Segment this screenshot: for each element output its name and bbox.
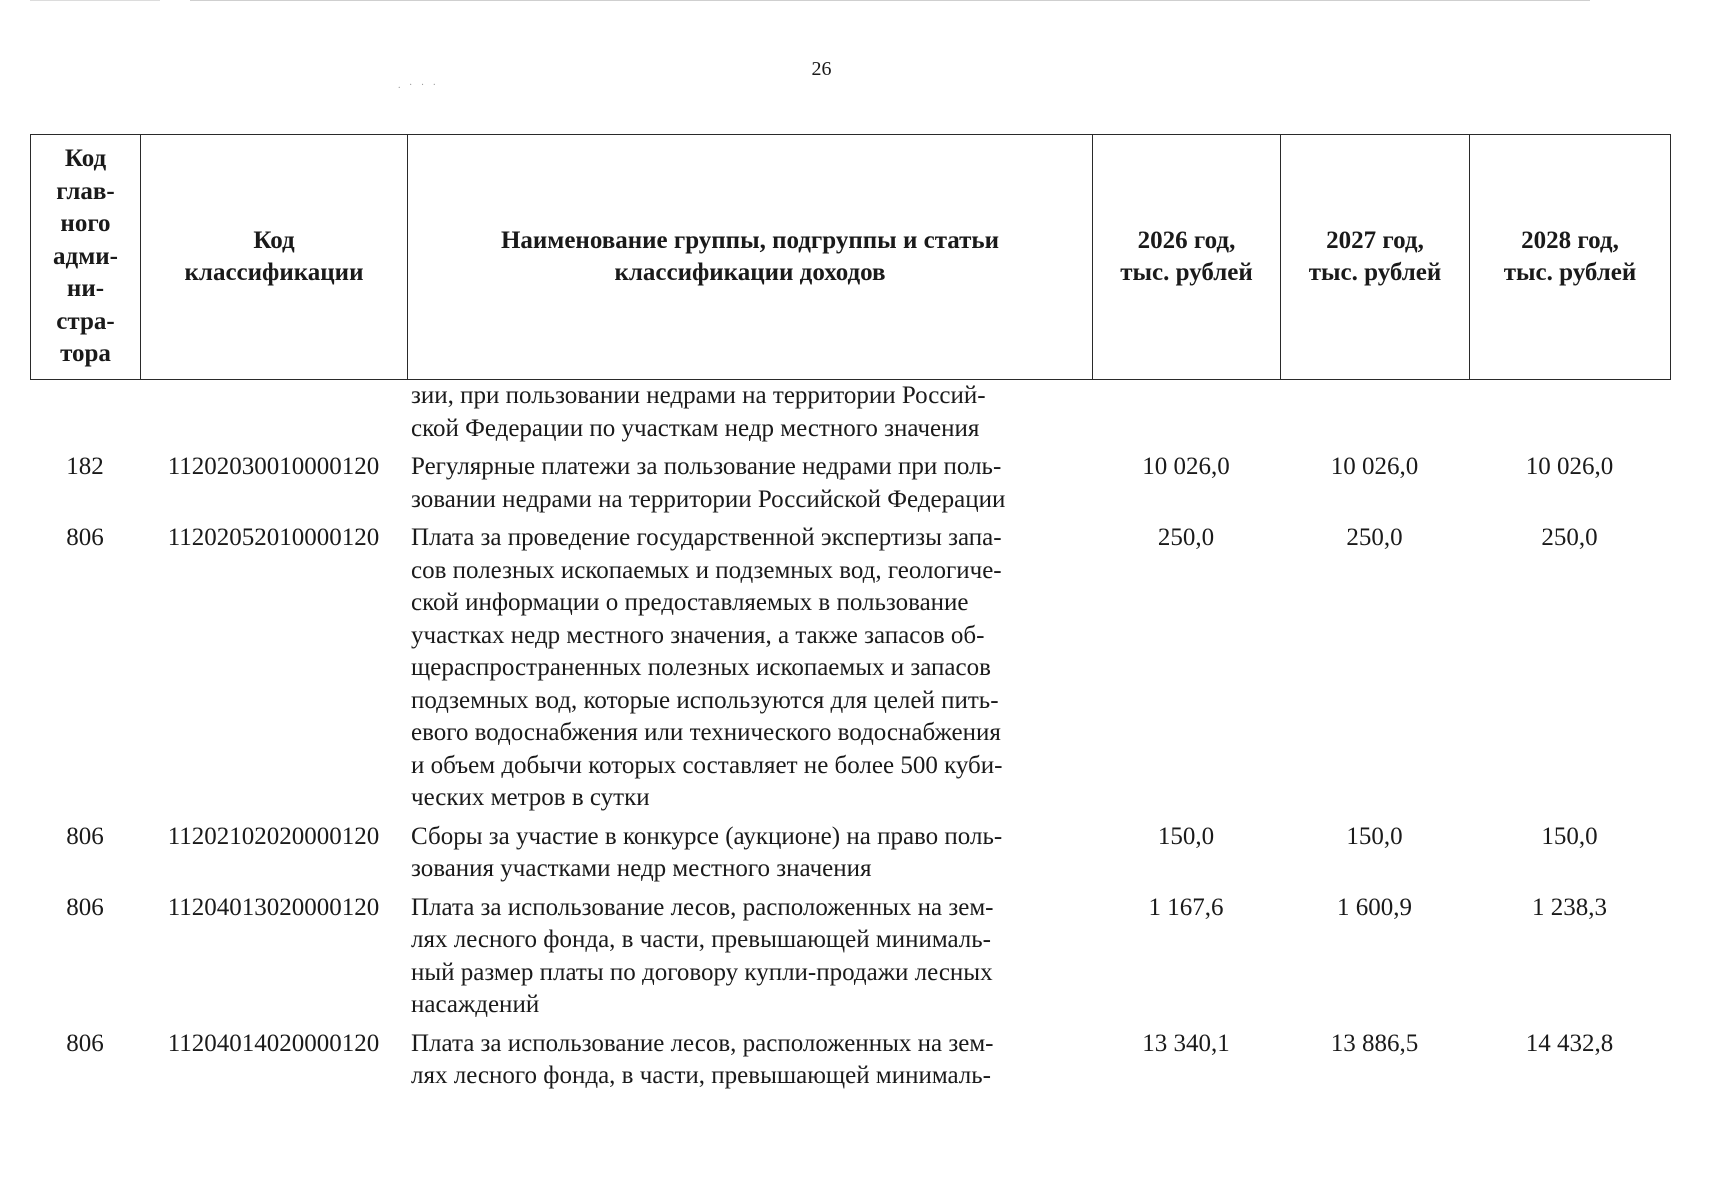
header-admin-code-line: тора — [60, 340, 111, 368]
value-2026-cell: 13 340,1 — [1142, 1029, 1230, 1057]
value-2026-cell: 1 167,6 — [1148, 893, 1224, 921]
table-row — [30, 1028, 1670, 1093]
value-2028-cell: 10 026,0 — [1525, 453, 1614, 480]
admin-code-cell: 806 — [66, 1029, 104, 1057]
header-admin-code-line: ни- — [66, 275, 105, 303]
income-name-line: насаждений — [411, 991, 540, 1018]
table-row — [30, 522, 1670, 821]
header-admin-code-line: Код — [64, 145, 107, 173]
income-name-line: подземных вод, которые используются для целей пить- — [411, 686, 999, 714]
income-name-line: Плата за использование лесов, расположенных на зем- — [411, 1029, 994, 1057]
income-name-line: Регулярные платежи за пользование недрами при поль- — [411, 453, 1002, 480]
header-line: Наименование группы, подгруппы и статьи — [500, 227, 1000, 254]
classification-code-cell: 11204014020000120 — [167, 1029, 380, 1057]
income-name-line: щераспространенных полезных ископаемых и запасов — [411, 654, 991, 681]
income-name-line: ческих метров в сутки — [411, 784, 650, 811]
classification-code-cell: 11202052010000120 — [167, 524, 380, 551]
table-row — [30, 892, 1670, 1028]
value-2027-cell: 10 026,0 — [1330, 453, 1419, 480]
income-name-line: Плата за использование лесов, расположенных на зем- — [411, 893, 994, 921]
income-name-line: зовании недрами на территории Российской Федерации — [411, 485, 1006, 513]
classification-code-cell: 11202030010000120 — [167, 453, 380, 480]
value-2026-cell — [1092, 380, 1280, 451]
income-name-line: ской Федерации по участкам недр местного значения — [411, 414, 980, 442]
scan-speck: . · · · — [398, 80, 439, 91]
income-name-line: участках недр местного значения, а также запасов об- — [411, 621, 985, 649]
classification-code-cell — [140, 380, 407, 451]
header-line: тыс. рублей — [1120, 259, 1253, 286]
header-classification-code — [141, 135, 408, 380]
classification-code-cell: 11202102020000120 — [167, 822, 380, 850]
value-2027-cell — [1280, 380, 1469, 451]
header-year-2027 — [1281, 135, 1470, 380]
value-2028-cell — [1469, 380, 1670, 451]
table-header — [30, 134, 1671, 380]
classification-code-cell: 11204013020000120 — [167, 893, 380, 921]
page-number: 26 — [811, 58, 832, 80]
admin-code-cell: 806 — [66, 822, 104, 850]
value-2028-cell: 14 432,8 — [1525, 1029, 1614, 1057]
value-2028-cell: 150,0 — [1541, 822, 1598, 850]
income-name-cell — [407, 522, 1092, 821]
header-year-2026 — [1093, 135, 1281, 380]
scan-edge-line — [190, 0, 1590, 1]
value-2026-cell: 250,0 — [1157, 524, 1215, 551]
income-name-line: зии, при пользовании недрами на территории Россий- — [411, 382, 986, 409]
income-name-line: лях лесного фонда, в части, превышающей минималь- — [411, 1062, 991, 1089]
admin-code-cell: 182 — [66, 453, 104, 480]
value-2027-cell: 13 886,5 — [1330, 1029, 1419, 1057]
header-year-2028 — [1470, 135, 1671, 380]
income-name-line: ской информации о предоставляемых в пользование — [411, 589, 969, 616]
value-2027-cell: 250,0 — [1346, 524, 1403, 551]
income-name-line: и объем добычи которых составляет не более 500 куби- — [411, 751, 1003, 779]
header-line: классификации доходов — [614, 259, 886, 286]
header-admin-code-line: глав- — [56, 177, 115, 205]
value-2028-cell: 1 238,3 — [1532, 893, 1607, 921]
header-line: 2028 год, — [1521, 227, 1619, 254]
header-line: 2026 год, — [1137, 227, 1236, 254]
income-name-cell — [407, 451, 1092, 522]
value-2027-cell: 150,0 — [1346, 822, 1403, 850]
scan-edge-line-left — [30, 0, 160, 1]
value-2026-cell: 10 026,0 — [1142, 453, 1230, 480]
admin-code-cell: 806 — [66, 893, 104, 921]
header-admin-code — [31, 135, 141, 380]
value-2028-cell: 250,0 — [1541, 524, 1598, 551]
table-row — [30, 821, 1670, 892]
income-name-line: Сборы за участие в конкурсе (аукционе) на право поль- — [411, 822, 1003, 850]
header-income-name — [408, 135, 1093, 380]
header-line: классификации — [184, 259, 364, 286]
admin-code-cell: 806 — [66, 524, 104, 551]
header-line: тыс. рублей — [1503, 259, 1637, 286]
income-name-cell — [407, 821, 1092, 892]
income-table — [30, 380, 1670, 1093]
income-name-line: ный размер платы по договору купли-продажи лесных — [411, 958, 993, 986]
income-name-cell — [407, 892, 1092, 1028]
income-name-line: сов полезных ископаемых и подземных вод, геологиче- — [411, 556, 1002, 584]
value-2027-cell: 1 600,9 — [1337, 893, 1412, 921]
value-2026-cell: 150,0 — [1157, 822, 1215, 850]
income-name-cell — [407, 380, 1092, 451]
header-admin-code-line: стра- — [56, 307, 115, 335]
admin-code-cell — [30, 380, 140, 451]
table-row — [30, 451, 1670, 522]
header-admin-code-line: адми- — [53, 242, 118, 270]
header-admin-code-line: ного — [60, 210, 111, 238]
header-line: 2027 год, — [1326, 227, 1424, 254]
income-name-line: лях лесного фонда, в части, превышающей минималь- — [411, 926, 991, 953]
header-line: Код — [253, 227, 295, 254]
income-name-cell — [407, 1028, 1092, 1093]
income-name-line: евого водоснабжения или технического водоснабжения — [411, 719, 1001, 746]
income-name-line: зования участками недр местного значения — [411, 855, 872, 882]
header-line: тыс. рублей — [1308, 259, 1442, 286]
income-name-line: Плата за проведение государственной экспертизы запа- — [411, 524, 1002, 551]
table-row — [30, 380, 1670, 451]
